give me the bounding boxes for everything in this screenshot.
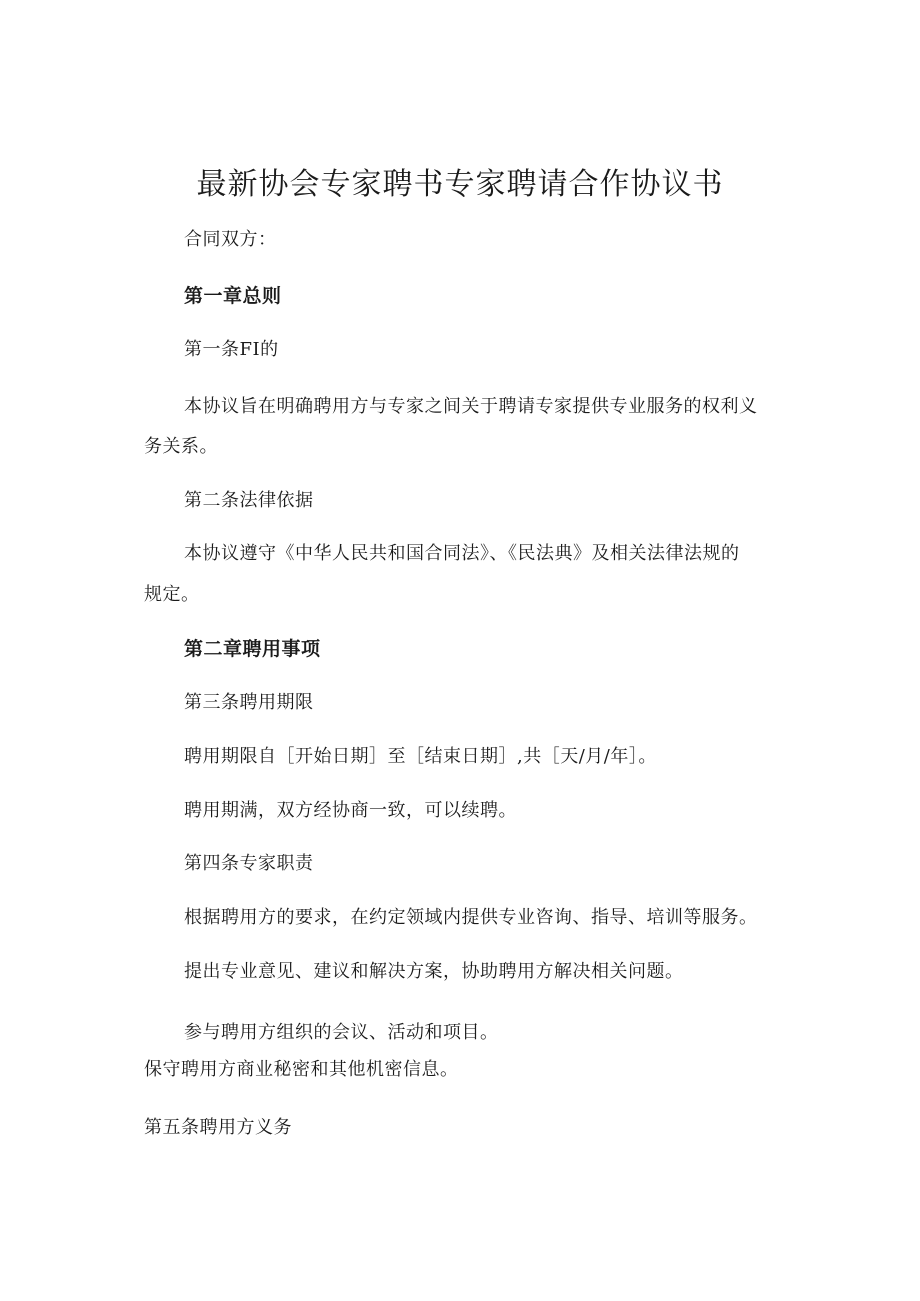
article-4-heading: 第四条专家职责 [184,853,314,874]
article-2-body-line-2: 规定。 [144,584,200,605]
article-3-heading: 第三条聘用期限 [184,692,314,713]
article-1-heading: 第一条FI的 [184,339,279,360]
article-1-body-line-2: 务关系。 [144,436,218,457]
article-5-heading: 第五条聘用方义务 [144,1117,292,1138]
article-1-body-line-1: 本协议旨在明确聘用方与专家之间关于聘请专家提供专业服务的权利义 [184,396,758,417]
article-4-item-2: 提出专业意见、建议和解决方案，协助聘用方解决相关问题。 [184,961,684,982]
parties-label: 合同双方： [184,229,277,250]
article-2-body-line-1: 本协议遵守《中华人民共和国合同法》、《民法典》及相关法律法规的 [184,543,740,564]
article-3-para-1: 聘用期限自［开始日期］至［结束日期］,共［天/月/年］。 [184,746,657,767]
chapter-2-heading: 第二章聘用事项 [184,638,321,660]
article-4-item-1: 根据聘用方的要求，在约定领域内提供专业咨询、指导、培训等服务。 [184,907,758,928]
chapter-1-heading: 第一章总则 [184,285,282,307]
article-4-item-4: 保守聘用方商业秘密和其他机密信息。 [144,1059,459,1080]
article-4-item-3: 参与聘用方组织的会议、活动和项目。 [184,1022,499,1043]
document-title: 最新协会专家聘书专家聘请合作协议书 [196,167,724,202]
article-2-heading: 第二条法律依据 [184,490,314,511]
article-3-para-2: 聘用期满，双方经协商一致，可以续聘。 [184,800,517,821]
